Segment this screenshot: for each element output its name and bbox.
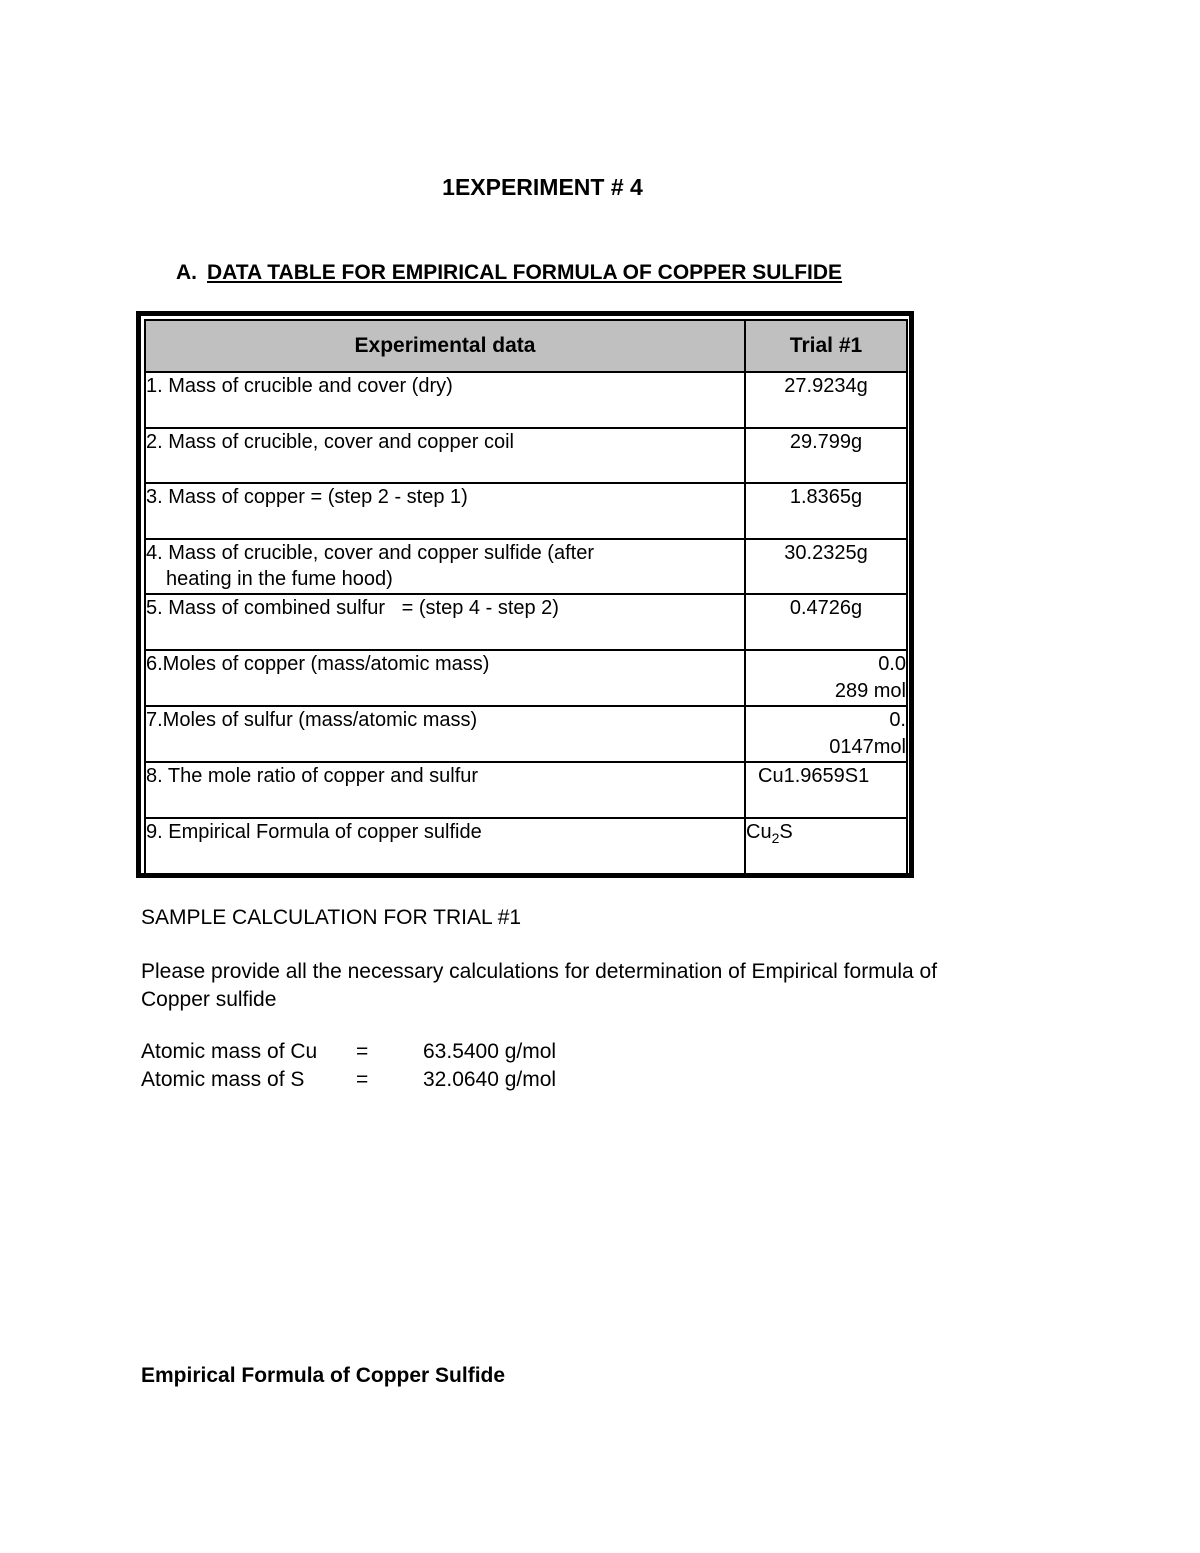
- formula-s: S: [779, 821, 793, 843]
- row-label: [145, 539, 745, 594]
- atomic-mass-label: Atomic mass of S: [141, 1068, 305, 1091]
- row-value-line1: 0.0: [878, 653, 906, 675]
- table-row: [145, 706, 907, 762]
- data-table-frame: [136, 311, 914, 878]
- row-value: Cu1.9659S1: [745, 762, 907, 818]
- row-value-line1: 0.: [889, 709, 906, 731]
- row-value: [745, 650, 907, 706]
- row-label: 2. Mass of crucible, cover and copper coil: [145, 428, 745, 483]
- row-value: 27.9234g: [745, 372, 907, 428]
- instructions-line1: Please provide all the necessary calculations for determination of Empirical formula of: [141, 960, 938, 983]
- row-label: 6.Moles of copper (mass/atomic mass): [145, 650, 745, 706]
- row-label: 7.Moles of sulfur (mass/atomic mass): [145, 706, 745, 762]
- header-trial-1: Trial #1: [745, 320, 907, 372]
- equals-sign: =: [356, 1068, 369, 1091]
- row-label: 5. Mass of combined sulfur = (step 4 - step 2): [145, 594, 745, 650]
- table-row: [145, 539, 907, 594]
- instructions: [141, 958, 937, 1014]
- data-table: [144, 319, 908, 877]
- instructions-line2: Copper sulfide: [141, 988, 277, 1011]
- atomic-mass-cu: [141, 1040, 556, 1064]
- row-value-line2: 289 mol: [834, 680, 906, 702]
- table-row: [145, 594, 907, 650]
- row-label: 3. Mass of copper = (step 2 - step 1): [145, 483, 745, 539]
- row-label-line2: heating in the fume hood): [166, 568, 393, 590]
- table-row: [145, 762, 907, 818]
- row-label: 1. Mass of crucible and cover (dry): [145, 372, 745, 428]
- row-value: [745, 706, 907, 762]
- atomic-mass-value: 32.0640 g/mol: [423, 1068, 557, 1091]
- table-row: [145, 428, 907, 483]
- footer-heading: Empirical Formula of Copper Sulfide: [141, 1364, 506, 1387]
- formula-cu: Cu: [746, 821, 772, 843]
- equals-sign: =: [356, 1040, 369, 1063]
- row-value: 0.4726g: [745, 594, 907, 650]
- row-value-line2: 0147mol: [829, 736, 906, 758]
- section-letter: A.: [176, 261, 197, 284]
- table-row: [145, 650, 907, 706]
- row-label: 9. Empirical Formula of copper sulfide: [145, 818, 745, 876]
- table-row: [145, 818, 907, 876]
- formula-subscript: 2: [771, 830, 780, 846]
- table-row: [145, 483, 907, 539]
- document-title: 1EXPERIMENT # 4: [442, 174, 643, 200]
- table-row: [145, 372, 907, 428]
- atomic-mass-s: [141, 1068, 556, 1092]
- row-value: 30.2325g: [745, 539, 907, 594]
- sample-calc-heading: SAMPLE CALCULATION FOR TRIAL #1: [141, 906, 522, 929]
- row-value: [745, 818, 907, 876]
- row-label-line1: 4. Mass of crucible, cover and copper sulfide (after: [146, 542, 594, 564]
- table-header-row: [145, 320, 907, 372]
- atomic-mass-label: Atomic mass of Cu: [141, 1040, 318, 1063]
- row-label: 8. The mole ratio of copper and sulfur: [145, 762, 745, 818]
- header-experimental-data: Experimental data: [145, 320, 745, 372]
- atomic-mass-value: 63.5400 g/mol: [423, 1040, 557, 1063]
- section-heading: [176, 261, 842, 285]
- row-value: 1.8365g: [745, 483, 907, 539]
- section-heading-text: DATA TABLE FOR EMPIRICAL FORMULA OF COPPER SULFIDE: [207, 261, 843, 284]
- row-value: 29.799g: [745, 428, 907, 483]
